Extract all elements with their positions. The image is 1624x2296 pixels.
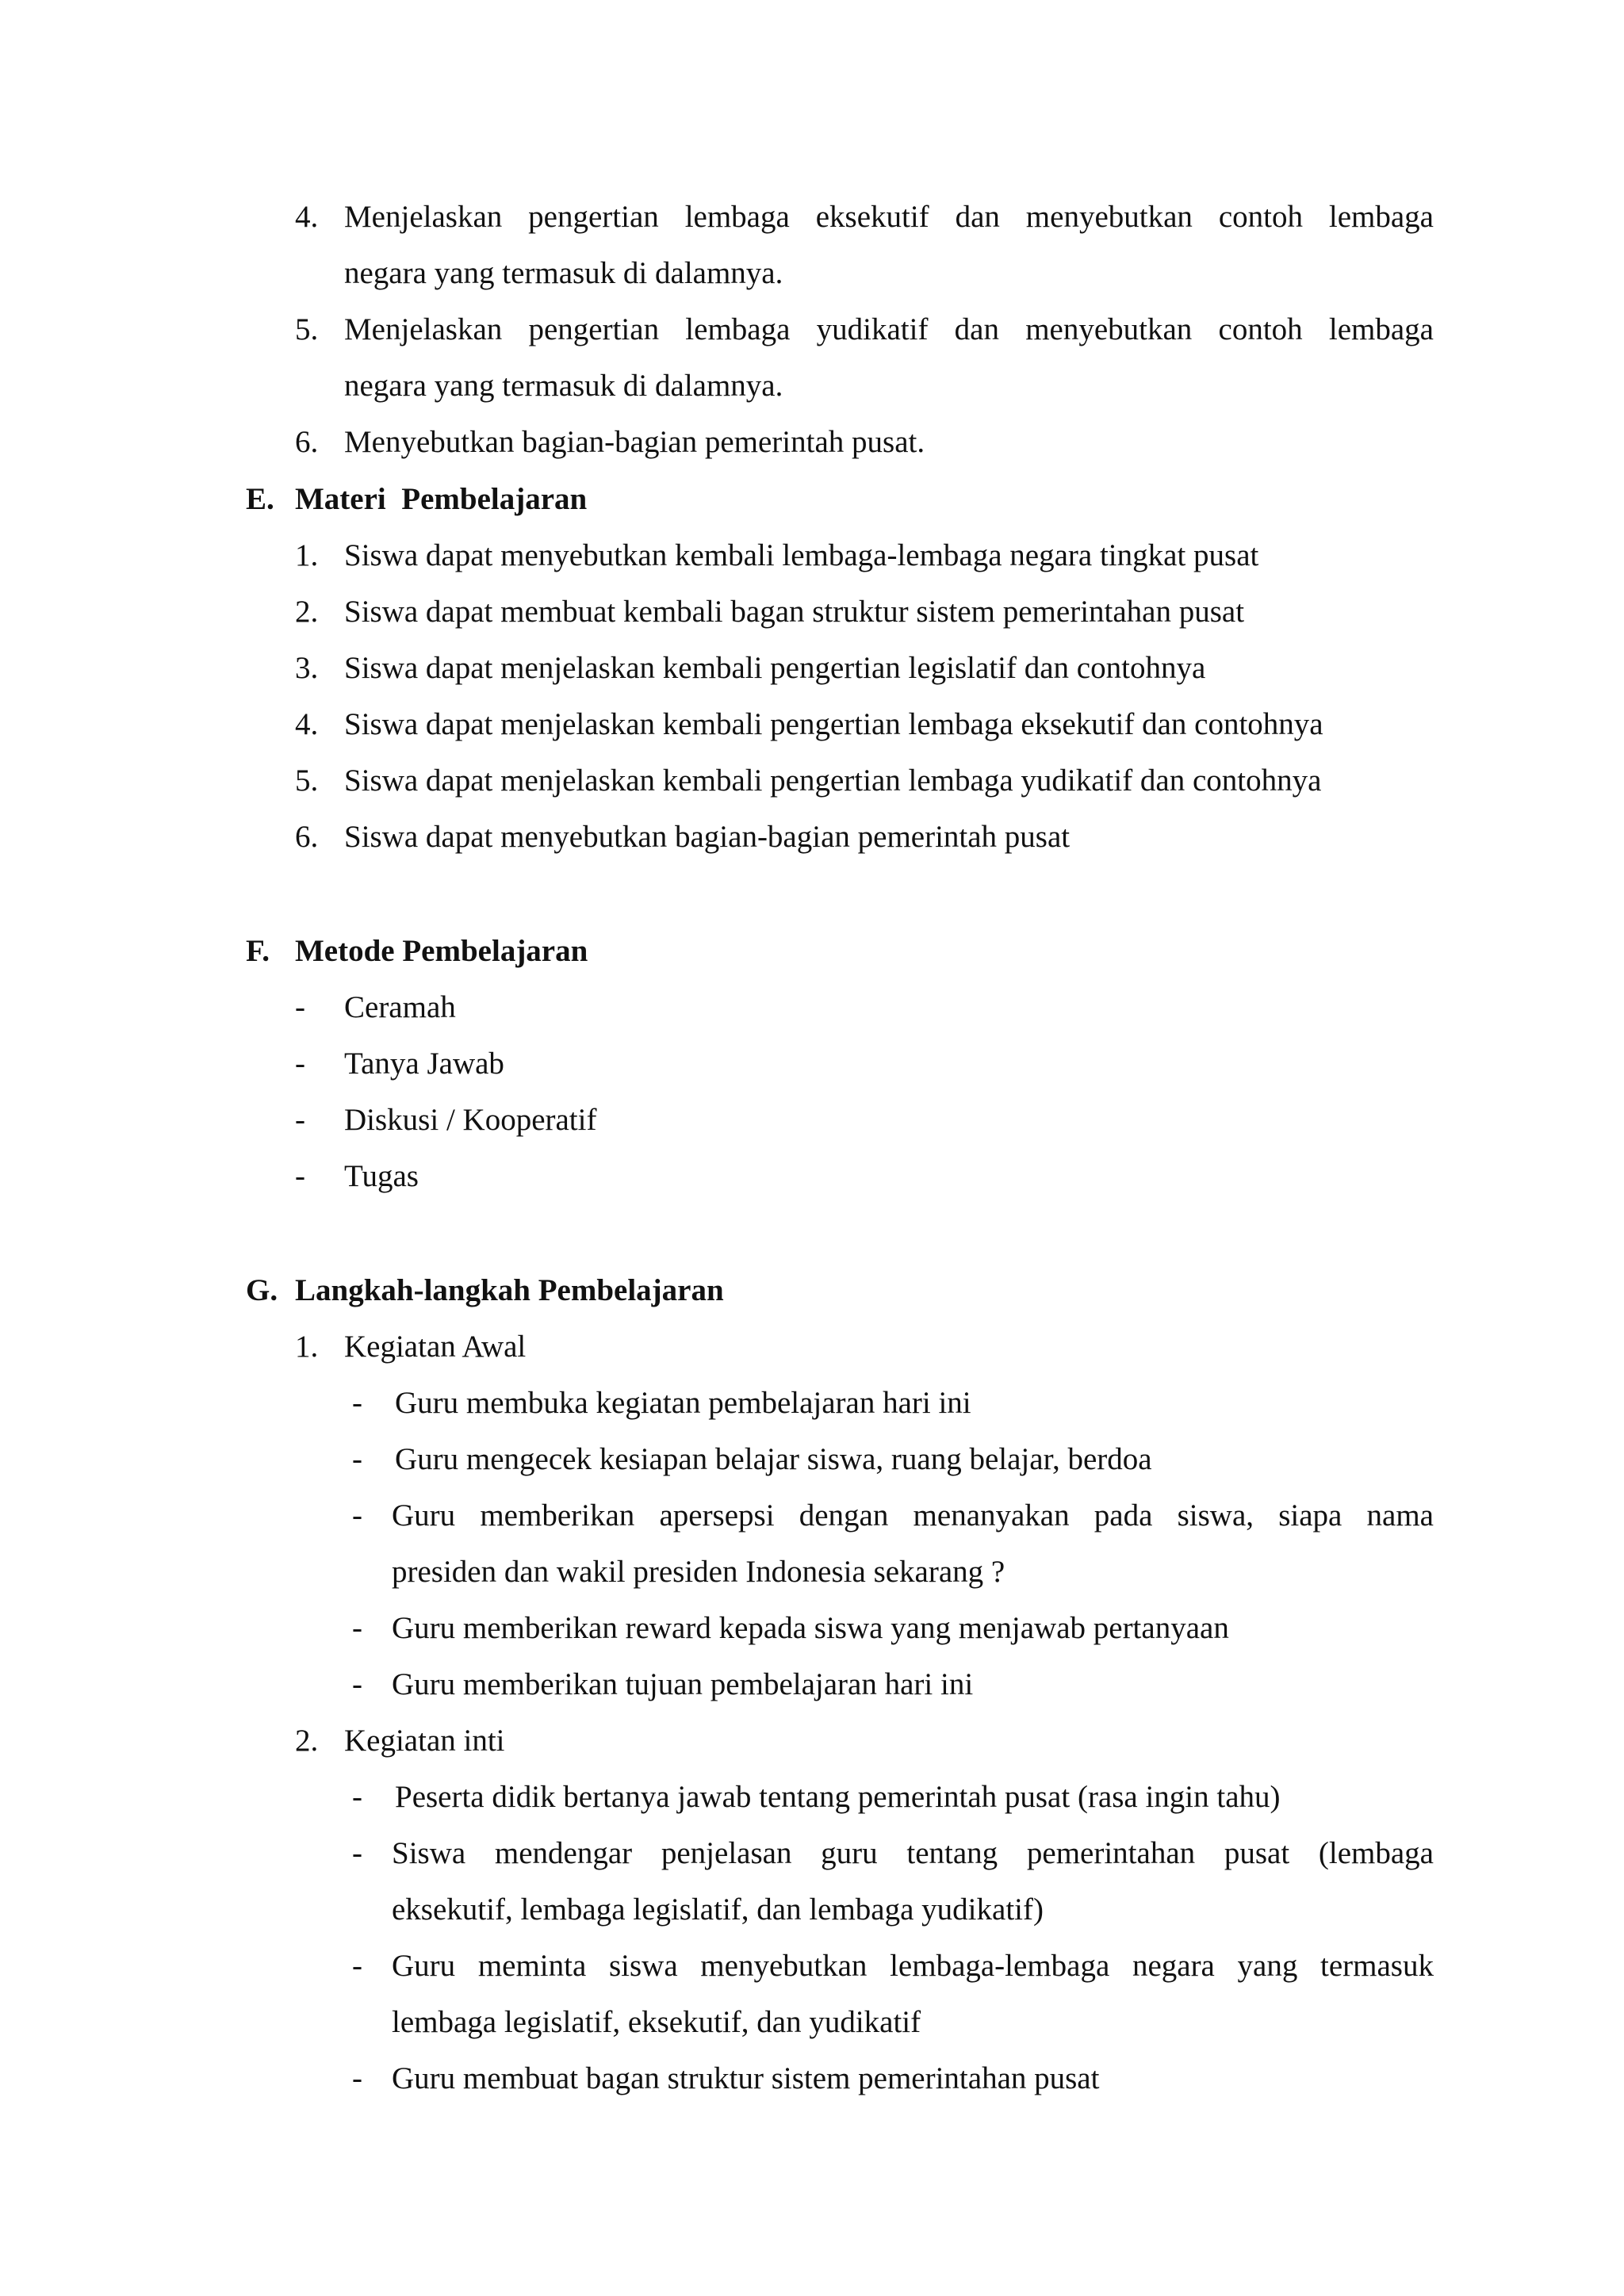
list-text: eksekutif, lembaga legislatif, dan lembaga yudikatif) [392, 1892, 1044, 1927]
list-text: Siswa dapat membuat kembali bagan struktur sistem pemerintahan pusat [344, 595, 1245, 629]
list-text: negara yang termasuk di dalamnya. [344, 256, 783, 290]
list-number: 4. [295, 200, 319, 234]
list-text: Diskusi / Kooperatif [344, 1103, 597, 1137]
list-number: 5. [295, 312, 319, 346]
list-number: 3. [295, 651, 319, 685]
list-text: Guru membuka kegiatan pembelajaran hari ini [395, 1386, 971, 1420]
list-number: 1. [295, 538, 319, 572]
list-text: Guru membuat bagan struktur sistem pemerintahan pusat [392, 2061, 1100, 2095]
list-number: 6. [295, 820, 319, 854]
list-text: Guru memberikan reward kepada siswa yang menjawab pertanyaan [392, 1611, 1229, 1645]
list-text: Siswa dapat menyebutkan bagian-bagian pemerintah pusat [344, 820, 1071, 854]
list-text: negara yang termasuk di dalamnya. [344, 369, 783, 403]
bullet-dash: - [352, 1498, 362, 1533]
activity-title: Kegiatan inti [344, 1724, 505, 1758]
list-text: Tanya Jawab [344, 1047, 504, 1081]
bullet-dash: - [352, 1386, 362, 1420]
list-text: Siswa mendengar penjelasan guru tentang pemerintahan pusat (lembaga [392, 1836, 1434, 1870]
list-number: 2. [295, 1724, 319, 1758]
bullet-dash: - [295, 1159, 305, 1193]
list-text: Siswa dapat menyebutkan kembali lembaga-lembaga negara tingkat pusat [344, 538, 1259, 572]
list-text: Ceramah [344, 990, 456, 1024]
bullet-dash: - [295, 990, 305, 1024]
section-letter: F. [246, 934, 270, 968]
bullet-dash: - [352, 1949, 362, 1983]
bullet-dash: - [295, 1047, 305, 1081]
bullet-dash: - [352, 1836, 362, 1870]
bullet-dash: - [295, 1103, 305, 1137]
list-text: Menjelaskan pengertian lembaga yudikatif dan menyebutkan contoh lembaga [344, 312, 1434, 346]
bullet-dash: - [352, 1780, 362, 1814]
list-number: 2. [295, 595, 319, 629]
list-number: 5. [295, 763, 319, 798]
list-text: Peserta didik bertanya jawab tentang pemerintah pusat (rasa ingin tahu) [395, 1780, 1281, 1814]
bullet-dash: - [352, 2061, 362, 2095]
section-title: Metode Pembelajaran [295, 934, 588, 968]
bullet-dash: - [352, 1442, 362, 1476]
list-text: Guru memberikan tujuan pembelajaran hari ini [392, 1667, 974, 1701]
list-text: Siswa dapat menjelaskan kembali pengertian lembaga yudikatif dan contohnya [344, 763, 1322, 798]
bullet-dash: - [352, 1667, 362, 1701]
section-letter: E. [246, 482, 274, 516]
list-text: Guru meminta siswa menyebutkan lembaga-lembaga negara yang termasuk [392, 1949, 1434, 1983]
list-text: Guru memberikan apersepsi dengan menanyakan pada siswa, siapa nama [392, 1498, 1434, 1533]
list-number: 6. [295, 425, 319, 459]
bullet-dash: - [352, 1611, 362, 1645]
activity-title: Kegiatan Awal [344, 1330, 527, 1364]
list-text: Siswa dapat menjelaskan kembali pengertian lembaga eksekutif dan contohnya [344, 707, 1323, 741]
list-text: presiden dan wakil presiden Indonesia sekarang ? [392, 1555, 1005, 1589]
list-text: Guru mengecek kesiapan belajar siswa, ruang belajar, berdoa [395, 1442, 1152, 1476]
list-text: Menjelaskan pengertian lembaga eksekutif dan menyebutkan contoh lembaga [344, 200, 1434, 234]
list-number: 4. [295, 707, 319, 741]
list-text: Menyebutkan bagian-bagian pemerintah pusat. [344, 425, 925, 459]
list-text: Tugas [344, 1159, 419, 1193]
section-title: Materi Pembelajaran [295, 482, 588, 516]
list-number: 1. [295, 1330, 319, 1364]
list-text: Siswa dapat menjelaskan kembali pengertian legislatif dan contohnya [344, 651, 1206, 685]
section-title: Langkah-langkah Pembelajaran [295, 1273, 724, 1307]
section-letter: G. [246, 1273, 278, 1307]
list-text: lembaga legislatif, eksekutif, dan yudikatif [392, 2005, 921, 2039]
